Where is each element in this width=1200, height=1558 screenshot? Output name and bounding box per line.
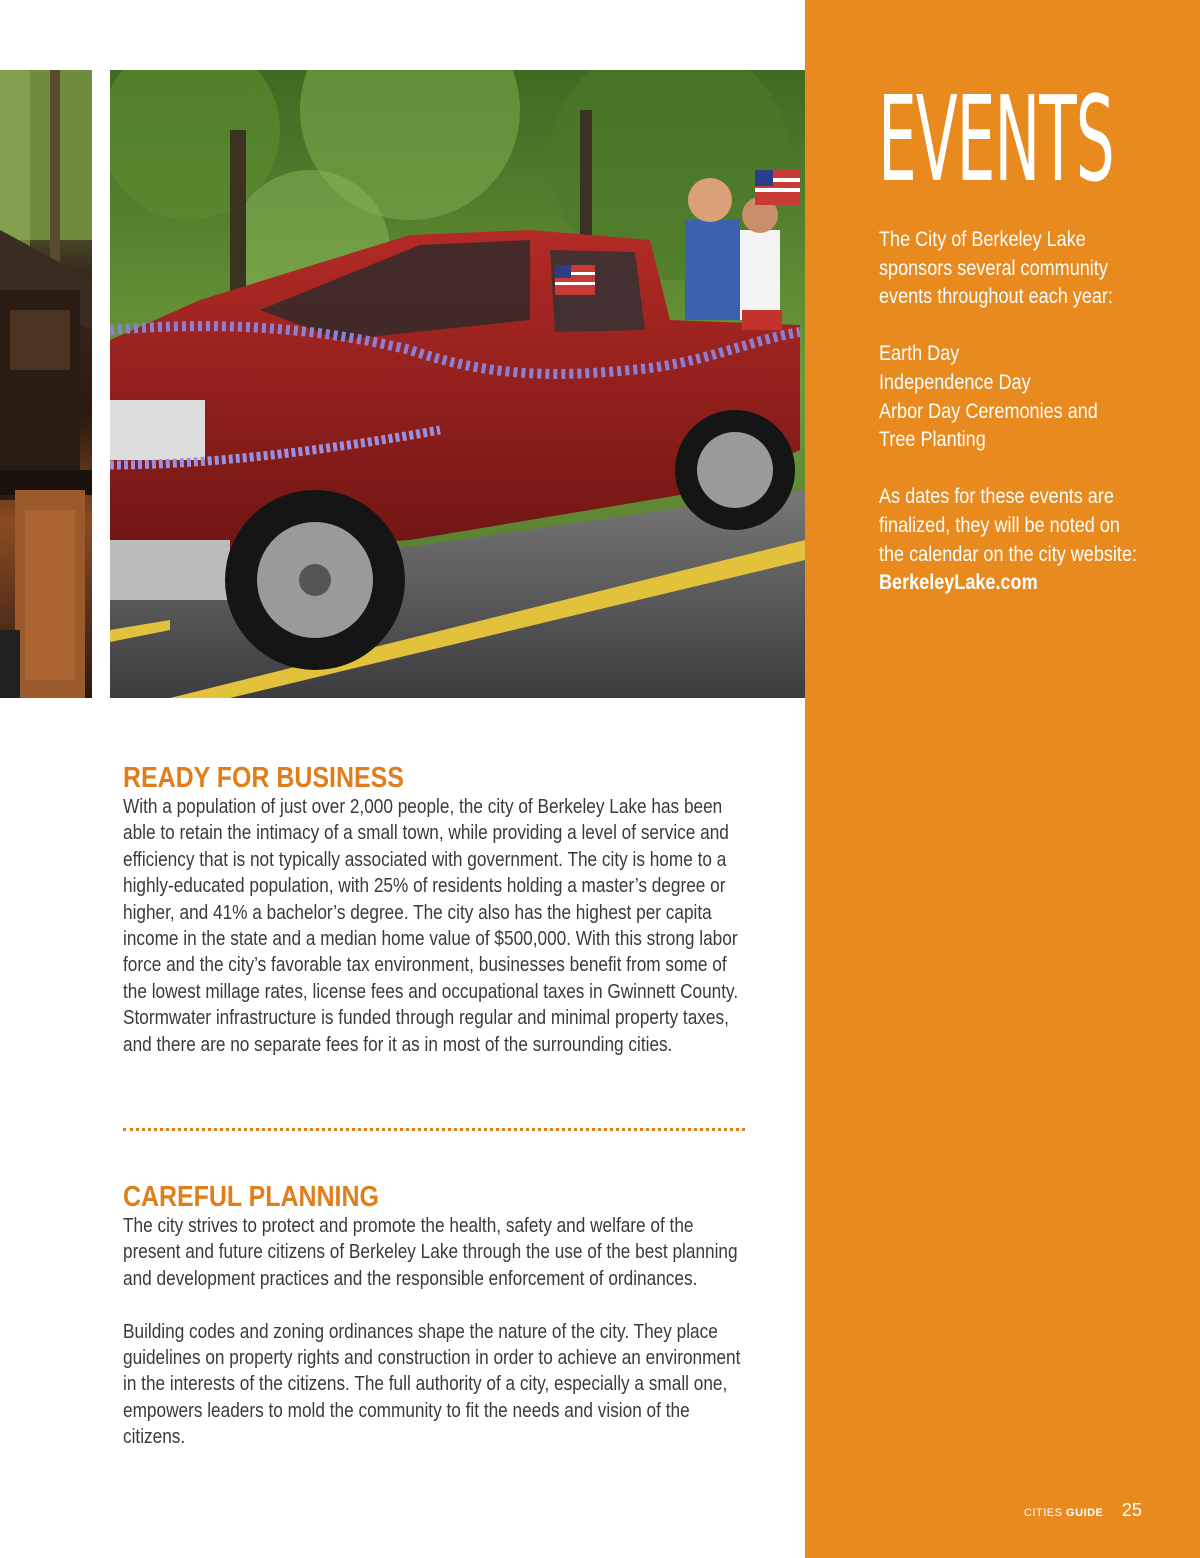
website-link[interactable]: BerkeleyLake.com bbox=[879, 571, 1038, 595]
careful-planning-section bbox=[123, 1181, 763, 1451]
section-heading: READY FOR BUSINESS bbox=[123, 762, 404, 794]
page-number: 25 bbox=[1121, 1500, 1142, 1520]
page-footer bbox=[1024, 1500, 1142, 1521]
dotted-divider bbox=[123, 1128, 745, 1131]
event-item: Arbor Day Ceremonies and Tree Planting bbox=[879, 399, 1098, 452]
parade-truck-photo bbox=[110, 70, 805, 698]
section-body-paragraph-1: The city strives to protect and promote the health, safety and welfare of the present and future citizens of Berkeley Lake through the use of the best planning and development practices and the responsible enforcement of ordinances. bbox=[123, 1214, 738, 1290]
events-intro: The City of Berkeley Lake sponsors several community events throughout each year: bbox=[879, 228, 1113, 309]
parade-truck-image bbox=[110, 70, 805, 698]
section-body: With a population of just over 2,000 people, the city of Berkeley Lake has been able to retain the intimacy of a small town, while providing a level of service and efficiency that is not typically associated with government. The city is home to a highly-educated population, with 25% of residents holding a master’s degree or higher, and 41% a bachelor’s degree. The city also has the highest per capita income in the state and a median home value of $500,000. With this strong labor force and the city’s favorable tax environment, businesses benefit from some of the lowest millage rates, license fees and occupational taxes in Gwinnett County. Stormwater infrastructure is funded through regular and minimal property taxes, and there are no separate fees for it as in most of the surrounding cities. bbox=[123, 795, 739, 1056]
publication-name-bold: GUIDE bbox=[1066, 1507, 1104, 1519]
rustic-structure-image bbox=[0, 70, 92, 698]
publication-name-prefix: CITIES bbox=[1024, 1507, 1063, 1519]
publication-label bbox=[1024, 1507, 1103, 1519]
event-item: Independence Day bbox=[879, 370, 1031, 394]
left-photo bbox=[0, 70, 92, 698]
section-body-paragraph-2: Building codes and zoning ordinances shape the nature of the city. They place guidelines on property rights and construction in order to achieve an environment in the interests of the citizens. The full authority of a city, especially a small one, empowers leaders to mold the community to fit the needs and vision of the citizens. bbox=[123, 1319, 741, 1449]
events-description bbox=[879, 226, 1137, 598]
events-note: As dates for these events are finalized, they will be noted on the calendar on the city website: bbox=[879, 485, 1138, 566]
ready-for-business-section bbox=[123, 762, 763, 1058]
section-heading: CAREFUL PLANNING bbox=[123, 1181, 379, 1213]
event-item: Earth Day bbox=[879, 342, 960, 366]
events-title: EVENTS bbox=[878, 70, 1114, 208]
